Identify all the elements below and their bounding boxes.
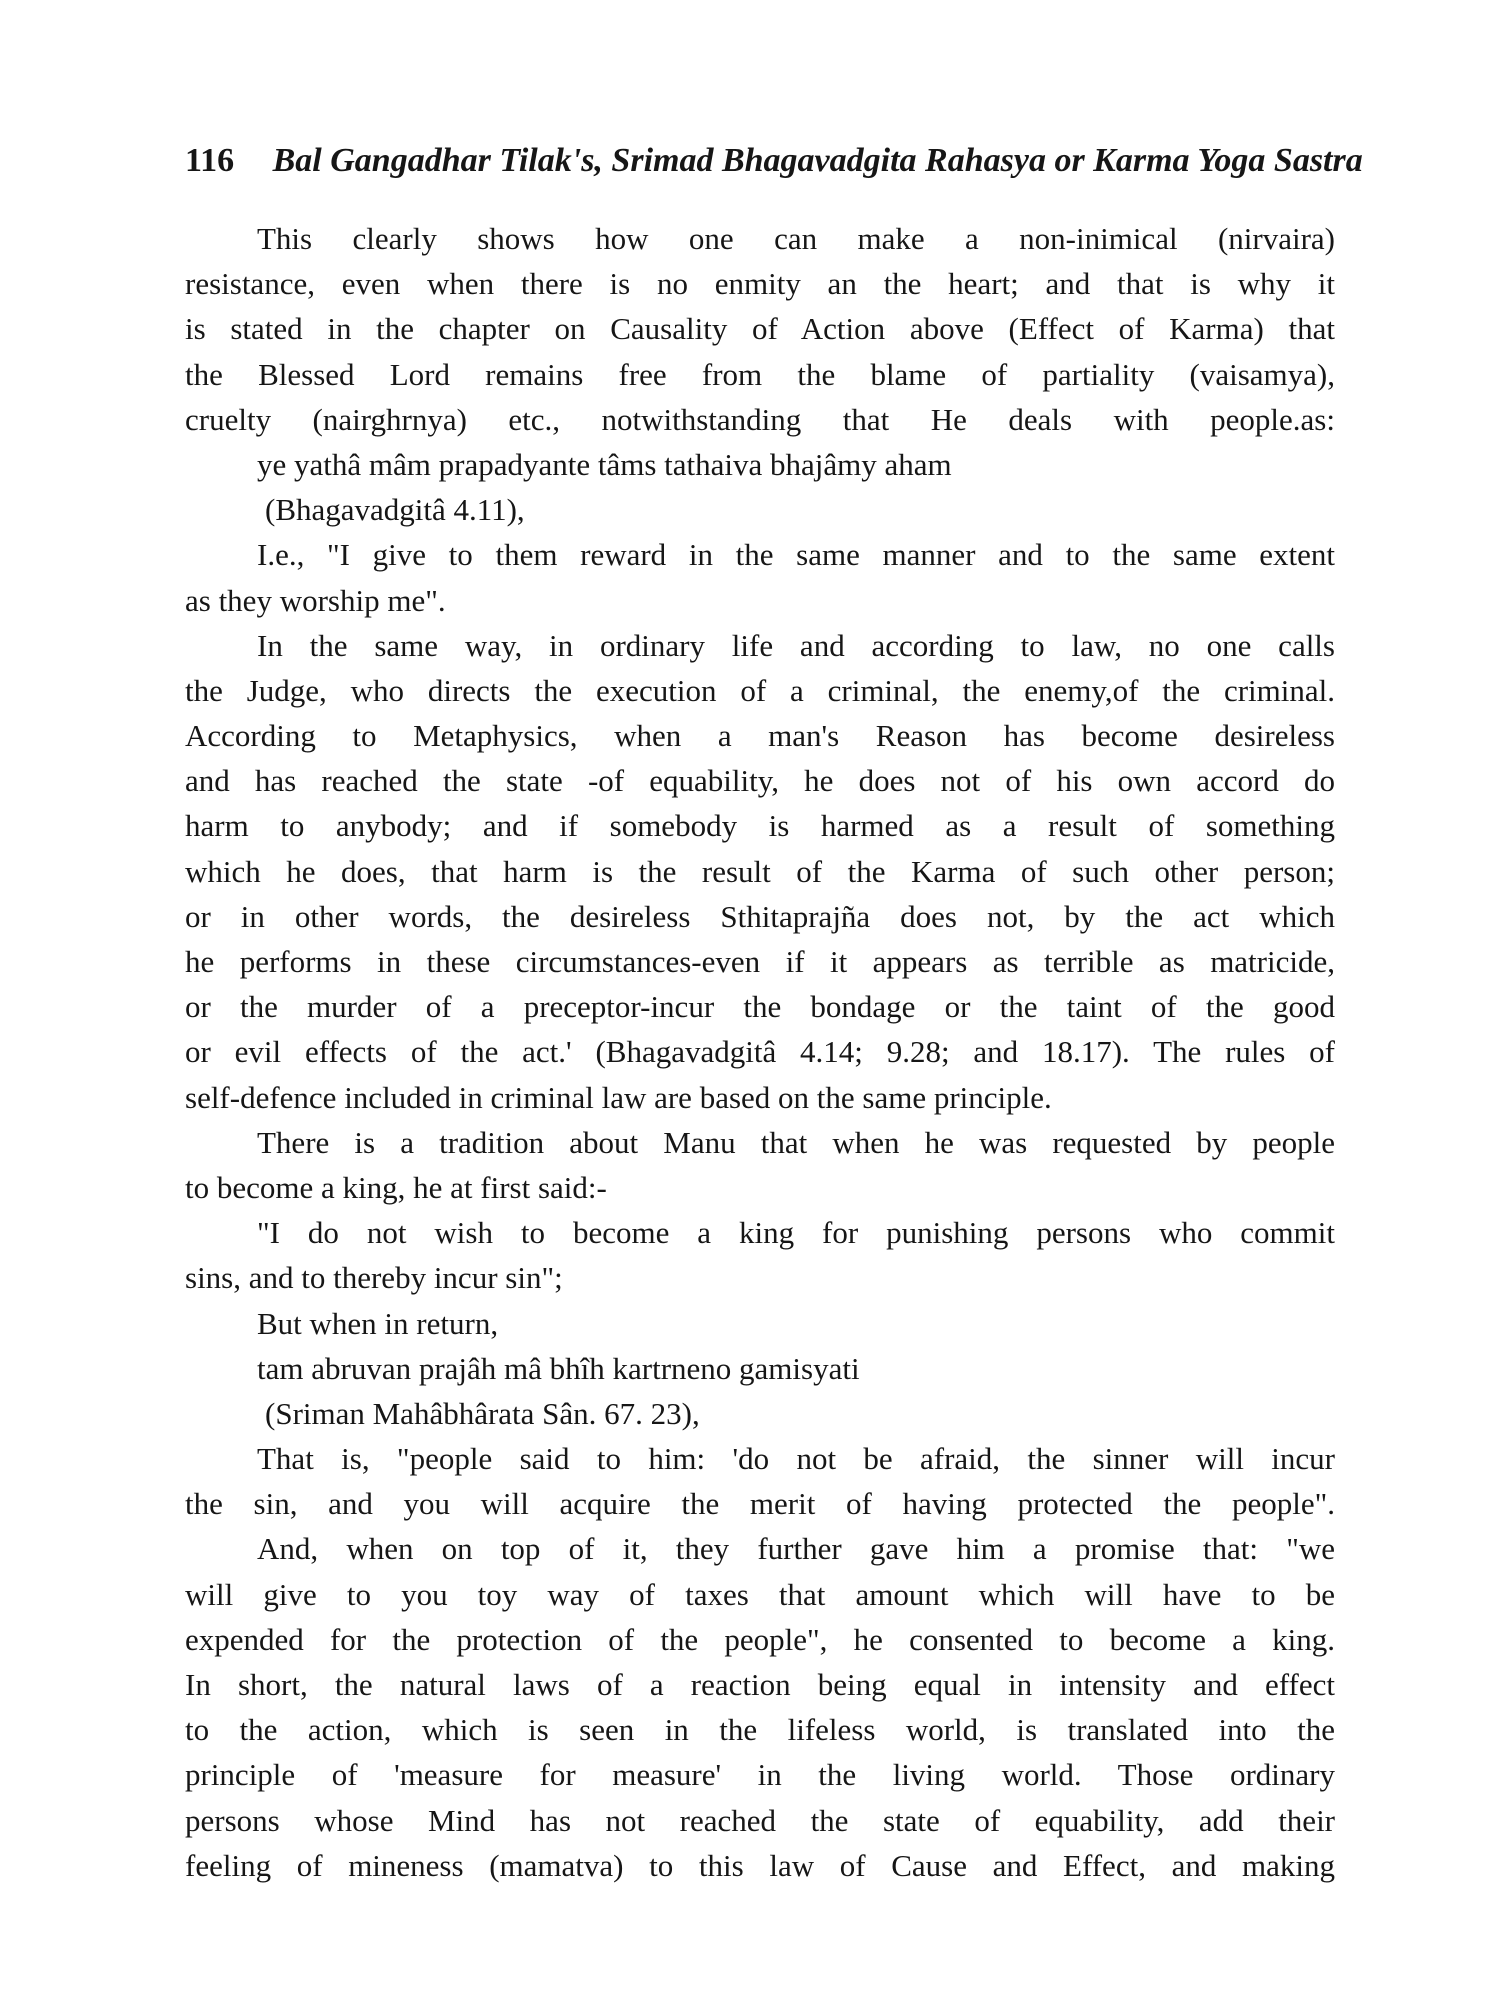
text-line: resistance, even when there is no enmity an the heart; and that is why it [185, 266, 1335, 302]
quotation-line: "I do not wish to become a king for punishing persons who commit [257, 1215, 1335, 1251]
text-line: which he does, that harm is the result of the Karma of such other person; [185, 853, 1335, 889]
running-title: Bal Gangadhar Tilak's, Srimad Bhagavadgita Rahasya or Karma Yoga Sastra [272, 142, 1363, 179]
sanskrit-verse-line: tam abruvan prajâh mâ bhîh kartrneno gamisyati [257, 1350, 860, 1386]
text-line: and has reached the state -of equability, he does not of his own accord do [185, 763, 1335, 799]
text-line: or the murder of a preceptor-incur the bondage or the taint of the good [185, 989, 1335, 1025]
text-line: the sin, and you will acquire the merit of having protected the people". [185, 1486, 1335, 1522]
text-line: But when in return, [257, 1305, 499, 1341]
text-line: There is a tradition about Manu that when he was requested by people [257, 1124, 1335, 1160]
text-line: persons whose Mind has not reached the state of equability, add their [185, 1802, 1335, 1838]
text-line: I.e., "I give to them reward in the same manner and to the same extent [257, 537, 1335, 573]
text-line: self-defence included in criminal law are based on the same principle. [185, 1079, 1052, 1115]
text-line: is stated in the chapter on Causality of Action above (Effect of Karma) that [185, 311, 1335, 347]
verse-citation: (Sriman Mahâbhârata Sân. 67. 23), [265, 1395, 700, 1431]
text-line: or evil effects of the act.' (Bhagavadgitâ 4.14; 9.28; and 18.17). The rules of [185, 1034, 1335, 1070]
text-line: the Judge, who directs the execution of a criminal, the enemy,of the criminal. [185, 672, 1335, 708]
text-line: principle of 'measure for measure' in the living world. Those ordinary [185, 1757, 1335, 1793]
text-line: According to Metaphysics, when a man's Reason has become desireless [185, 718, 1335, 754]
sanskrit-verse-line: ye yathâ mâm prapadyante tâms tathaiva bhajâmy aham [257, 446, 952, 482]
text-line: he performs in these circumstances-even if it appears as terrible as matricide, [185, 944, 1335, 979]
text-line: cruelty (nairghrnya) etc., notwithstanding that He deals with people.as: [185, 401, 1335, 437]
verse-citation: (Bhagavadgitâ 4.11), [265, 492, 525, 528]
text-line: harm to anybody; and if somebody is harmed as a result of something [185, 808, 1335, 844]
body-text [185, 216, 1335, 1888]
text-line: That is, "people said to him: 'do not be afraid, the sinner will incur [257, 1441, 1335, 1477]
text-line: will give to you toy way of taxes that amount which will have to be [185, 1576, 1335, 1612]
page-header [185, 142, 1363, 190]
quotation-line: sins, and to thereby incur sin"; [185, 1260, 563, 1296]
text-line: or in other words, the desireless Sthitaprajña does not, by the act which [185, 898, 1335, 934]
text-line: as they worship me". [185, 582, 446, 618]
text-line: This clearly shows how one can make a non-inimical (nirvaira) [257, 221, 1335, 256]
text-line: And, when on top of it, they further gave him a promise that: "we [257, 1531, 1335, 1567]
text-line: to the action, which is seen in the lifeless world, is translated into the [185, 1712, 1335, 1748]
text-line: the Blessed Lord remains free from the blame of partiality (vaisamya), [185, 356, 1335, 392]
text-line: to become a king, he at first said:- [185, 1169, 607, 1205]
text-line: expended for the protection of the people", he consented to become a king. [185, 1621, 1335, 1657]
text-line: In the same way, in ordinary life and according to law, no one calls [257, 627, 1335, 663]
page-number: 116 [185, 142, 235, 179]
text-line: feeling of mineness (mamatva) to this law of Cause and Effect, and making [185, 1847, 1335, 1883]
text-line: In short, the natural laws of a reaction being equal in intensity and effect [185, 1667, 1335, 1702]
